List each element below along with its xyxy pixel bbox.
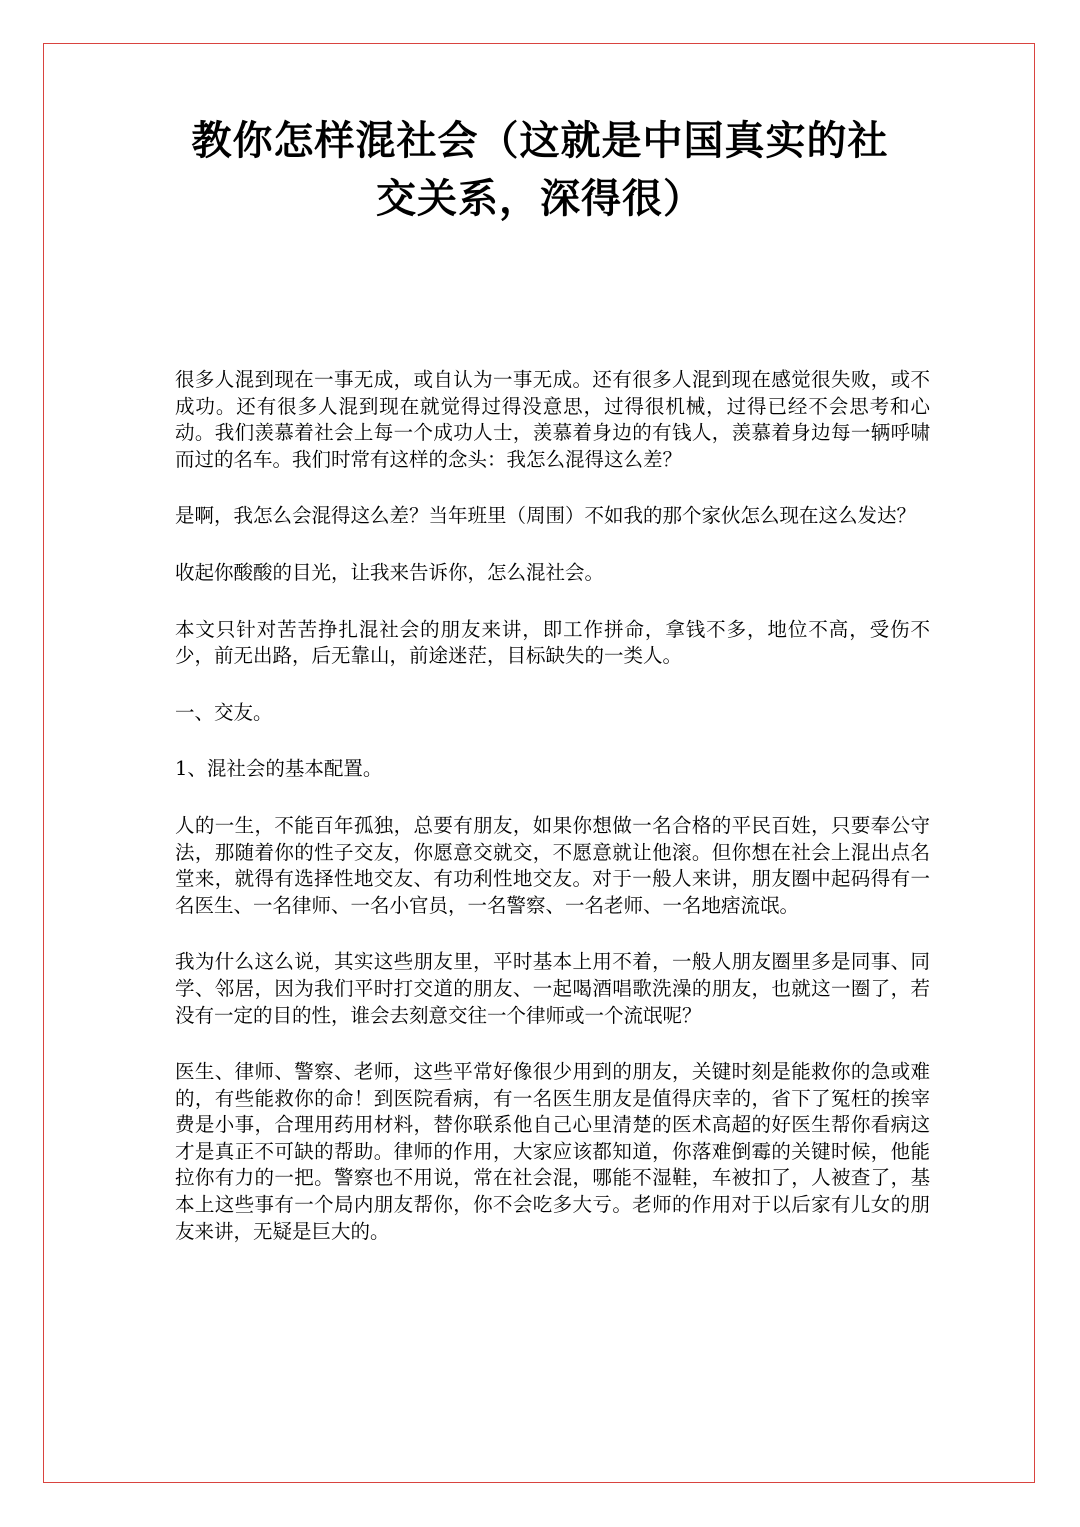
paragraph-why: 我为什么这么说，其实这些朋友里，平时基本上用不着，一般人朋友圈里多是同事、同学、邻居，因为我们平时打交道的朋友、一起喝酒唱歌洗澡的朋友，也就这一圈了，若没有一定的目的性，谁会去刻意交往一个律师或一个流氓呢？	[175, 950, 930, 1027]
title-line-2: 交关系，深得很）	[376, 176, 704, 222]
paragraph-audience: 本文只针对苦苦挣扎混社会的朋友来讲，即工作拼命，拿钱不多，地位不高，受伤不少，前无出路，后无靠山，前途迷茫，目标缺失的一类人。	[175, 617, 930, 668]
subsection-heading-basic-config: 1、混社会的基本配置。	[175, 757, 383, 781]
paragraph-intro: 很多人混到现在一事无成，或自认为一事无成。还有很多人混到现在感觉很失败，或不成功。还有很多人混到现在就觉得过得没意思，过得很机械，过得已经不会思考和心动。我们羡慕着社会上每一个成功人士，羡慕着身边的有钱人，羡慕着身边每一辆呼啸而过的名车。我们时常有这样的念头：我怎么混得这么差？	[175, 368, 930, 471]
paragraph-basic-config: 人的一生，不能百年孤独，总要有朋友，如果你想做一名合格的平民百姓，只要奉公守法，那随着你的性子交友，你愿意交就交，不愿意就让他滚。但你想在社会上混出点名堂来，就得有选择性地交友、有功利性地交友。对于一般人来讲，朋友圈中起码得有一名医生、一名律师、一名小官员，一名警察、一名老师、一名地痞流氓。	[175, 813, 930, 917]
section-heading-friends: 一、交友。	[175, 700, 273, 724]
paragraph-transition: 收起你酸酸的目光，让我来告诉你，怎么混社会。	[175, 560, 605, 584]
document-body	[175, 367, 930, 1275]
paragraph-professions: 医生、律师、警察、老师，这些平常好像很少用到的朋友，关键时刻是能救你的急或难的，有些能救你的命！到医院看病，有一名医生朋友是值得庆幸的，省下了冤枉的挨宰费是小事，合理用药用材料，替你联系他自己心里清楚的医术高超的好医生帮你看病这才是真正不可缺的帮助。律师的作用，大家应该都知道，你落难倒霉的关键时候，他能拉你有力的一把。警察也不用说，常在社会混，哪能不湿鞋，车被扣了，人被查了，基本上这些事有一个局内朋友帮你，你不会吃多大亏。老师的作用对于以后家有儿女的朋友来讲，无疑是巨大的。	[175, 1060, 930, 1243]
paragraph-question: 是啊，我怎么会混得这么差？当年班里（周围）不如我的那个家伙怎么现在这么发达？	[175, 504, 917, 528]
document-title	[150, 112, 930, 228]
title-line-1: 教你怎样混社会（这就是中国真实的社	[191, 118, 889, 164]
